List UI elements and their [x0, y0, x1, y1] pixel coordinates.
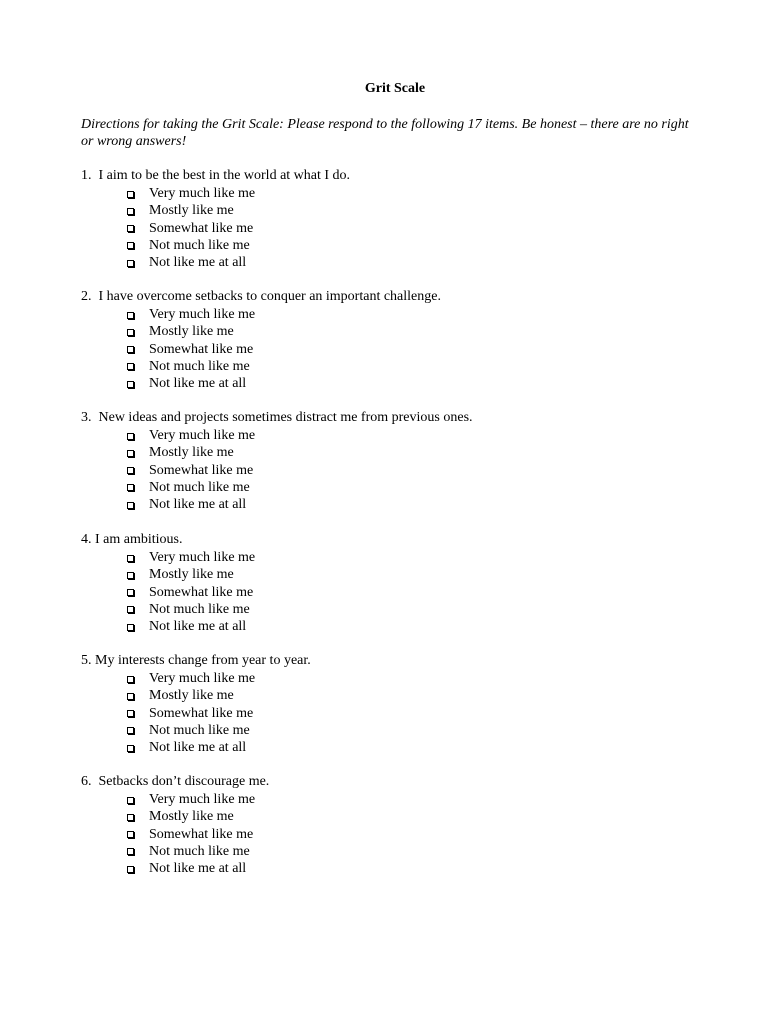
answer-option[interactable]	[81, 670, 721, 687]
checkbox-icon[interactable]	[127, 433, 134, 440]
answer-option[interactable]	[81, 722, 721, 739]
question-number: 3.	[81, 410, 92, 425]
question-4	[81, 531, 721, 635]
checkbox-icon[interactable]	[127, 710, 134, 717]
checkbox-icon[interactable]	[127, 208, 134, 215]
question-statement: I aim to be the best in the world at what I do.	[98, 168, 351, 183]
option-label: Not much like me	[149, 479, 250, 495]
option-label: Not much like me	[149, 601, 250, 617]
option-label: Very much like me	[149, 671, 256, 686]
checkbox-icon[interactable]	[127, 191, 134, 198]
checkbox-icon[interactable]	[127, 260, 134, 267]
answer-option[interactable]	[81, 220, 721, 237]
question-statement: I am ambitious.	[95, 532, 183, 547]
option-label: Somewhat like me	[149, 341, 254, 357]
question-number: 2.	[81, 289, 92, 304]
answer-option[interactable]	[81, 618, 721, 635]
answer-option[interactable]	[81, 358, 721, 375]
question-statement: Setbacks don’t discourage me.	[98, 774, 270, 789]
checkbox-icon[interactable]	[127, 502, 134, 509]
option-label: Somewhat like me	[149, 705, 254, 721]
checkbox-icon[interactable]	[127, 242, 134, 249]
checkbox-icon[interactable]	[127, 450, 134, 457]
answer-option[interactable]	[81, 444, 721, 461]
question-number: 1.	[81, 168, 92, 183]
question-statement: New ideas and projects sometimes distract me from previous ones.	[98, 410, 473, 425]
question-text	[81, 288, 721, 306]
question-number: 5.	[81, 653, 92, 668]
checkbox-icon[interactable]	[127, 814, 134, 821]
option-label: Not much like me	[149, 237, 250, 253]
question-statement: My interests change from year to year.	[95, 653, 311, 668]
answer-option[interactable]	[81, 202, 721, 219]
answer-option[interactable]	[81, 826, 721, 843]
checkbox-icon[interactable]	[127, 329, 134, 336]
answer-option[interactable]	[81, 375, 721, 392]
checkbox-icon[interactable]	[127, 624, 134, 631]
question-text	[81, 167, 721, 185]
option-label: Very much like me	[149, 186, 256, 201]
checkbox-icon[interactable]	[127, 381, 134, 388]
answer-option[interactable]	[81, 496, 721, 513]
checkbox-icon[interactable]	[127, 693, 134, 700]
option-label: Not like me at all	[149, 619, 247, 635]
checkbox-icon[interactable]	[127, 363, 134, 370]
option-label: Not like me at all	[149, 861, 247, 877]
question-number: 6.	[81, 774, 92, 789]
directions-text: Directions for taking the Grit Scale: Please respond to the following 17 items. Be honest – there are no right or wrong answers!	[81, 117, 689, 149]
question-number: 4.	[81, 532, 92, 547]
option-list	[81, 427, 721, 513]
checkbox-icon[interactable]	[127, 848, 134, 855]
option-label: Mostly like me	[149, 809, 234, 825]
answer-option[interactable]	[81, 687, 721, 704]
question-text	[81, 409, 721, 427]
checkbox-icon[interactable]	[127, 225, 134, 232]
option-list	[81, 185, 721, 271]
checkbox-icon[interactable]	[127, 589, 134, 596]
question-2	[81, 288, 721, 392]
answer-option[interactable]	[81, 739, 721, 756]
option-label: Mostly like me	[149, 688, 234, 704]
option-label: Mostly like me	[149, 567, 234, 583]
answer-option[interactable]	[81, 237, 721, 254]
option-label: Not like me at all	[149, 497, 247, 513]
answer-option[interactable]	[81, 341, 721, 358]
answer-option[interactable]	[81, 479, 721, 496]
checkbox-icon[interactable]	[127, 555, 134, 562]
option-label: Somewhat like me	[149, 826, 254, 842]
option-label: Not much like me	[149, 358, 250, 374]
question-text	[81, 531, 721, 549]
question-text	[81, 652, 721, 670]
question-1	[81, 167, 721, 271]
answer-option[interactable]	[81, 791, 721, 808]
checkbox-icon[interactable]	[127, 346, 134, 353]
option-label: Not like me at all	[149, 255, 247, 271]
answer-option[interactable]	[81, 427, 721, 444]
option-list	[81, 670, 721, 756]
question-6	[81, 773, 721, 877]
option-list	[81, 791, 721, 877]
checkbox-icon[interactable]	[127, 831, 134, 838]
option-label: Mostly like me	[149, 445, 234, 461]
checkbox-icon[interactable]	[127, 745, 134, 752]
checkbox-icon[interactable]	[127, 866, 134, 873]
answer-option[interactable]	[81, 843, 721, 860]
answer-option[interactable]	[81, 306, 721, 323]
checkbox-icon[interactable]	[127, 467, 134, 474]
question-text	[81, 773, 721, 791]
checkbox-icon[interactable]	[127, 676, 134, 683]
answer-option[interactable]	[81, 462, 721, 479]
option-label: Somewhat like me	[149, 220, 254, 236]
option-label: Not much like me	[149, 843, 250, 859]
option-label: Somewhat like me	[149, 584, 254, 600]
option-label: Somewhat like me	[149, 462, 254, 478]
answer-option[interactable]	[81, 254, 721, 271]
option-label: Mostly like me	[149, 324, 234, 340]
option-label: Very much like me	[149, 428, 256, 443]
checkbox-icon[interactable]	[127, 484, 134, 491]
option-list	[81, 549, 721, 635]
answer-option[interactable]	[81, 566, 721, 583]
answer-option[interactable]	[81, 705, 721, 722]
answer-option[interactable]	[81, 808, 721, 825]
option-label: Very much like me	[149, 550, 256, 565]
option-label: Mostly like me	[149, 203, 234, 219]
question-3	[81, 409, 721, 513]
answer-option[interactable]	[81, 549, 721, 566]
option-label: Not much like me	[149, 722, 250, 738]
option-list	[81, 306, 721, 392]
option-label: Very much like me	[149, 792, 256, 807]
checkbox-icon[interactable]	[127, 727, 134, 734]
answer-option[interactable]	[81, 601, 721, 618]
question-5	[81, 652, 721, 756]
answer-option[interactable]	[81, 584, 721, 601]
checkbox-icon[interactable]	[127, 606, 134, 613]
answer-option[interactable]	[81, 185, 721, 202]
checkbox-icon[interactable]	[127, 572, 134, 579]
checkbox-icon[interactable]	[127, 312, 134, 319]
answer-option[interactable]	[81, 323, 721, 340]
option-label: Not like me at all	[149, 376, 247, 392]
option-label: Not like me at all	[149, 740, 247, 756]
option-label: Very much like me	[149, 307, 256, 322]
answer-option[interactable]	[81, 860, 721, 877]
checkbox-icon[interactable]	[127, 797, 134, 804]
page-title: Grit Scale	[364, 81, 426, 96]
question-statement: I have overcome setbacks to conquer an important challenge.	[98, 289, 441, 304]
